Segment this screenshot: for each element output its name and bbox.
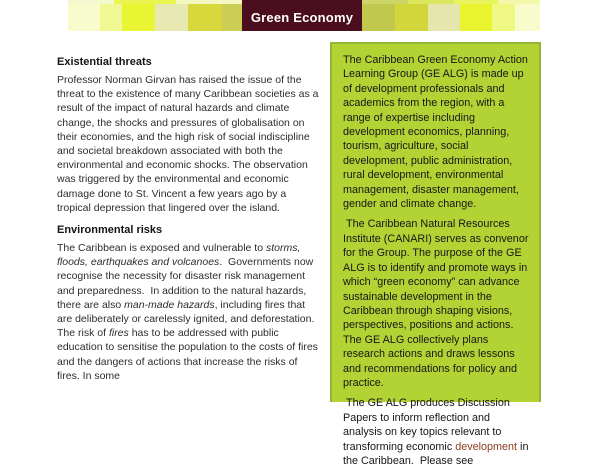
color-swatch (188, 4, 222, 31)
color-swatch (460, 4, 492, 31)
text-run: has to be addressed with public education to sensitise the population to the costs of fires and the dangers of actions that increase the risks of fires. In some (57, 327, 321, 382)
banner-title-box (242, 4, 362, 31)
color-swatch (395, 4, 428, 31)
green-info-box (330, 42, 541, 467)
color-swatch (155, 4, 188, 31)
color-swatch (100, 4, 122, 31)
text-run: The GE ALG produces Discussion Papers to inform reflection and analysis on key topics relevant to transforming economic (343, 397, 513, 453)
color-swatch (362, 4, 395, 31)
paragraph (343, 396, 531, 468)
paragraph (343, 53, 531, 211)
color-swatch (68, 4, 100, 31)
text-run: The Caribbean Green Economy Action Learning Group (GE ALG) is made up of development professionals and academics from the region, with a range of expertise including development economics, planning, tourism, agriculture, social development, public administration, rural development, environmental management, disaster management, gender and climate change. (343, 54, 531, 211)
text-run: development (455, 440, 518, 453)
banner-swatches-left (68, 4, 242, 31)
section-heading: Existential threats (57, 56, 152, 68)
page-title: Green Economy (250, 10, 354, 25)
text-run: Professor Norman Girvan has raised the issue of the threat to the existence of many Caribbean societies as a result of the impact of natural hazards and climate change, the shocks and pressures of globalisation on their economies, and the high risk of social indiscipline and societal breakdown associated with both the environmental and economic shocks. The observation was triggered by the environmental and economic damage done to St. Vincent a few years ago by a tropical depression that lingered over the island. (57, 74, 322, 214)
text-run: . Governments now recognise the necessity for disaster risk management and preparedness. In addition to the natural hazards, there are also (57, 256, 317, 311)
color-swatch (492, 4, 515, 31)
banner (68, 4, 540, 31)
paragraph (57, 73, 320, 215)
section-heading: Environmental risks (57, 224, 163, 237)
italic-text: storms, floods, earthquakes and volcanoes (57, 242, 304, 269)
text-run: , including fires that are deliberately or carelessly ignited, and deforestation. The risk of (57, 298, 318, 340)
italic-text: man-made hazards (124, 298, 215, 311)
italic-text: fires (108, 327, 129, 340)
left-column (57, 56, 320, 392)
paragraph (343, 217, 531, 390)
color-swatch (515, 4, 540, 31)
color-swatch (222, 4, 242, 31)
text-run: in the Caribbean. Please see (343, 440, 532, 467)
text-run: The Caribbean is exposed and vulnerable to (57, 242, 266, 255)
color-swatch (122, 4, 155, 31)
color-swatch (428, 4, 460, 31)
text-run: The Caribbean Natural Resources Institute (CANARI) serves as convenor for the Group. The purpose of the GE ALG is to identify and promote ways in which “green economy” can advance sustainable development in the Caribbean through shaping visions, perspectives, positions and actions. The GE ALG collectively plans research actions and draws lessons and recommendations for policy and practice. (343, 218, 532, 389)
paragraph (57, 241, 320, 383)
banner-swatches-right (362, 4, 540, 31)
